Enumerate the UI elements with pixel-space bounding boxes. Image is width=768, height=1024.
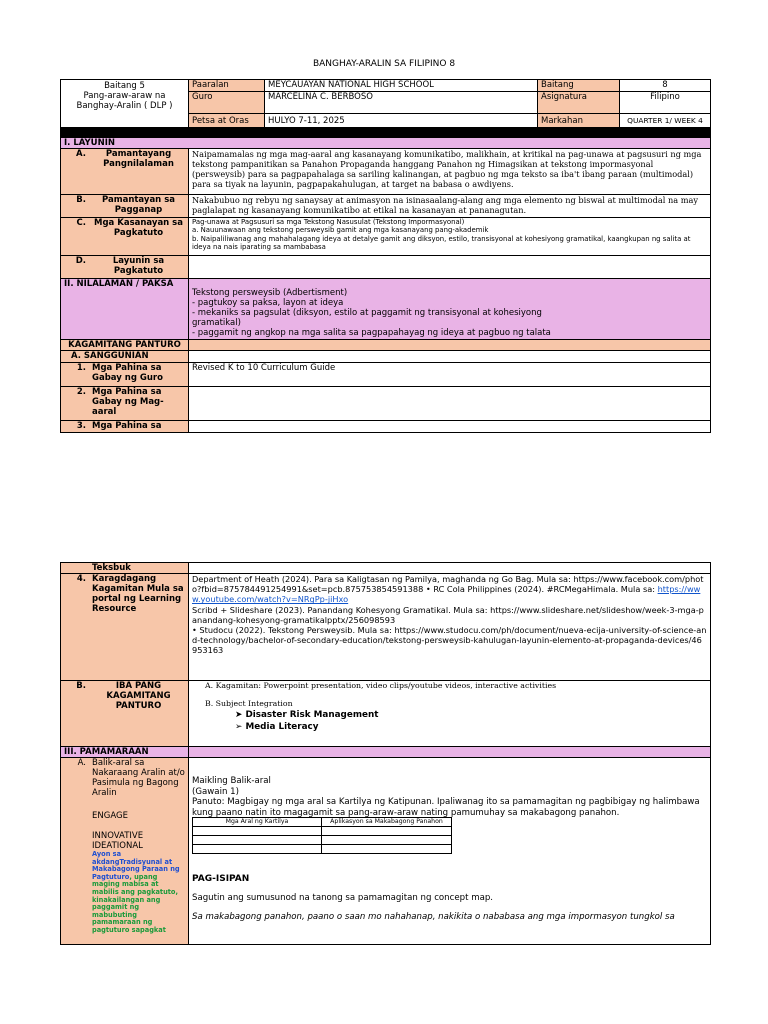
item4-ref-c: • Studocu (2022). Tekstong Persweysib. Mula sa: https://www.studocu.com/ph/document/nueva-ecija-university-of-science-and-technology/bachelor-of-secondary-education/tekstong-persweysib-kahulugan-layunin-elemento-at-propaganda-devices/46953163 <box>192 625 707 656</box>
kartilya-cell[interactable] <box>193 836 322 845</box>
sanggunian-heading: A. SANGGUNIAN <box>61 351 189 363</box>
layunin-c-label <box>61 218 189 256</box>
black-divider <box>61 128 711 138</box>
iba-pang-a: A. Kagamitan: Powerpoint presentation, video clips/youtube videos, interactive activities <box>205 681 557 690</box>
item3-value <box>189 421 711 433</box>
item4-num: 4. <box>76 574 86 584</box>
item1-title: Mga Pahina sa Gabay ng Guro <box>92 363 163 383</box>
item2-title: Mga Pahina sa Gabay ng Mag-aaral <box>92 387 164 417</box>
lesson-plan-table-1 <box>60 79 711 433</box>
arrow-bullet-icon: ➤ <box>235 710 246 720</box>
engage-label: ENGAGE <box>92 811 128 821</box>
nilalaman-heading: II. NILALAMAN / PAKSA <box>61 279 189 340</box>
item2-label <box>61 387 189 421</box>
paaralan-value: MEYCAUAYAN NATIONAL HIGH SCHOOL <box>265 80 538 92</box>
item3-title: Mga Pahina sa <box>92 421 162 431</box>
nilalaman-line-2: - mekaniks sa pagsulat (diksyon, estilo at paggamit ng transisyonal at kohesiyong gramatikal) <box>192 308 542 328</box>
item3-cont-title: Teksbuk <box>92 563 131 573</box>
c-line-1: a. Nauunawaan ang tekstong persweysib gamit ang mga kasanayang pang-akademik <box>192 226 489 235</box>
grade-label: Baitang 5 <box>104 81 145 91</box>
asignatura-label: Asignatura <box>538 92 620 114</box>
layunin-b-label <box>61 195 189 218</box>
dlp-label-1: Pang-araw-araw na <box>83 91 166 101</box>
layunin-b-title: Pamantayan sa Pagganap <box>101 195 175 215</box>
item3-label <box>61 421 189 433</box>
kartilya-cell[interactable] <box>322 836 452 845</box>
gawain-label: (Gawain 1) <box>192 786 239 797</box>
petsa-value: HULYO 7-11, 2025 <box>265 114 538 128</box>
item4-value <box>189 574 711 681</box>
layunin-c-text <box>189 218 711 256</box>
youtube-link[interactable]: https://www.youtube.com/watch?v=NRgPp-jiHxo <box>192 584 701 605</box>
asignatura-value: Filipino <box>620 92 711 114</box>
layunin-b-text: Nakabubuo ng rebyu ng sanaysay at animasyon na isinasaalang-alang ang mga elemento ng biswal at multimodal na may paglalapat ng kasanayang komunikatibo at etikal na kasanayan at pananagutan. <box>189 195 711 218</box>
layunin-a-title: Pamantayang Pangnilalaman <box>103 149 174 169</box>
nilalaman-line-1: - pagtukoy sa paksa, layon at ideya <box>192 298 344 308</box>
pamamaraan-heading: III. PAMAMARAAN <box>61 747 189 758</box>
kartilya-col-aral: Mga Aral ng Kartilya <box>193 818 322 827</box>
maikling-balik-aral: Maikling Balik-aral <box>192 776 271 786</box>
layunin-d-title: Layunin sa Pagkatuto <box>112 256 165 276</box>
item4-label <box>61 574 189 681</box>
balik-aral-num: A. <box>77 758 86 768</box>
bullet-disaster <box>235 709 707 721</box>
kagamitan-heading: KAGAMITANG PANTURO <box>61 340 189 351</box>
item1-label <box>61 363 189 387</box>
dlp-label-2: Banghay-Aralin ( DLP ) <box>76 101 173 111</box>
item2-num: 2. <box>76 387 86 397</box>
layunin-b-num: B. <box>76 195 86 205</box>
document-title: BANGHAY-ARALIN SA FILIPINO 8 <box>312 59 456 69</box>
nilalaman-line-3: - paggamit ng angkop na mga salita sa pagpapahayag ng ideya at pagbuo ng talata <box>192 328 551 338</box>
layunin-c-num: C. <box>76 218 86 228</box>
paaralan-label: Paaralan <box>189 80 265 92</box>
iba-pang-value <box>189 681 711 747</box>
iba-pang-label <box>61 681 189 747</box>
balik-aral-content <box>189 758 711 945</box>
item4-ref-b: Scribd + Slideshare (2023). Panandang Kohesyong Gramatikal. Mula sa: https://www.slideshare.net/slideshow/week-3-mga-panandang-kohesyong-gramatikalpptx/256098593 <box>192 604 704 625</box>
kartilya-cell[interactable] <box>322 827 452 836</box>
balik-aral-label <box>61 758 189 945</box>
petsa-label: Petsa at Oras <box>189 114 265 128</box>
iba-pang-title: IBA PANG KAGAMITANG PANTURO <box>106 681 171 711</box>
item4-ref-a: Department of Heath (2024). Para sa Kaligtasan ng Pamilya, maghanda ng Go Bag. Mula sa: https://www.facebook.com/photo?fbid=875784491254991&set=pcb.875753854591388 • RC Cola Philippines (2024). #RCMegaHimala. Mula sa: <box>192 574 704 595</box>
header-left-cell <box>61 80 189 128</box>
iba-pang-b: B. Subject Integration <box>205 699 293 708</box>
layunin-d-text <box>189 256 711 279</box>
markahan-value: QUARTER 1/ WEEK 4 <box>620 114 711 128</box>
arrow-bullet-icon: ➢ <box>235 722 246 732</box>
bullet-disaster-text: Disaster Risk Management <box>245 710 379 720</box>
bullet-media <box>235 721 707 733</box>
nilalaman-text <box>189 279 711 340</box>
nilalaman-line-0: Tekstong persweysib (Adbertisment) <box>192 288 348 298</box>
item1-value: Revised K to 10 Curriculum Guide <box>189 363 711 387</box>
iba-pang-num: B. <box>76 681 86 691</box>
item4-title: Karagdagang Kagamitan Mula sa portal ng Learning Resource <box>92 574 184 614</box>
layunin-d-num: D. <box>75 256 86 266</box>
baitang-value: 8 <box>620 80 711 92</box>
kagamitan-heading-fill <box>189 340 711 351</box>
panuto-text: Panuto: Magbigay ng mga aral sa Kartilya ng Katipunan. Ipaliwanag ito sa pamamagitan ng pagbibigay ng halimbawa kung paano natin ito magagamit sa pang-araw-araw nating pamumuhay sa makabagong panahon. <box>192 797 700 818</box>
layunin-heading: I. LAYUNIN <box>61 138 711 149</box>
green-note <box>64 851 181 935</box>
layunin-d-label <box>61 256 189 279</box>
item3-num: 3. <box>76 421 86 431</box>
layunin-c-title: Mga Kasanayan sa Pagkatuto <box>94 218 183 238</box>
layunin-a-num: A. <box>76 149 86 159</box>
layunin-a-text: Naipamamalas ng mga mag-aaral ang kasanayang komunikatibo, malikhain, at kritikal na pag-unawa at pagsusuri ng mga tekstong pampanitikan sa Panahon Propaganda hanggang Panahon ng Himagsikan at tekstong impormasyonal (persweysib) para sa pagpapahalaga sa sariling kalinangan, at pagbuo ng mga teksto sa iba't ibang paraan (multimodal) para sa tiyak na layunin, pagpapakahulugan, at target na babasa o awdiyens. <box>189 149 711 195</box>
item2-value <box>189 387 711 421</box>
markahan-label: Markahan <box>538 114 620 128</box>
balik-aral-title: Balik-aral sa Nakaraang Aralin at/o Pasimula ng Bagong Aralin <box>92 758 185 798</box>
layunin-a-label <box>61 149 189 195</box>
sagutin-text: Sagutin ang sumusunod na tanong sa pamamagitan ng concept map. <box>192 893 494 903</box>
kartilya-cell[interactable] <box>193 827 322 836</box>
pamamaraan-heading-fill <box>189 747 711 758</box>
green-note-b: , upang maging mabisa at mabilis ang pagkatuto, kinakailangan ang paggamit ng mabubuting pamamaraan ng pagtuturo sapagkat <box>92 872 178 934</box>
innovative-label: INNOVATIVE IDEATIONAL <box>92 831 144 851</box>
bullet-media-text: Media Literacy <box>245 722 319 732</box>
lesson-plan-table-2 <box>60 562 711 945</box>
green-note-a: Ayon sa akdangTradisyunal at Makabagong Paraan ng Pagtuturo <box>92 850 180 881</box>
guro-label: Guro <box>189 92 265 114</box>
kartilya-table <box>192 817 452 854</box>
sanggunian-fill <box>189 351 711 363</box>
pag-isipan-heading: PAG-ISIPAN <box>192 874 250 884</box>
kartilya-cell[interactable] <box>193 845 322 854</box>
kartilya-cell[interactable] <box>322 845 452 854</box>
c-line-2: b. Naipaliliwanag ang mahahalagang ideya at detalye gamit ang diksyon, estilo, transisyonal at kohesiyong gramatikal, kaangkupan ng salita at ideya na nais iparating sa mambabasa <box>192 234 691 251</box>
baitang-label: Baitang <box>538 80 620 92</box>
guro-value: MARCELINA C. BERBOSO <box>265 92 538 114</box>
c-line-0: Pag-unawa at Pagsusuri sa mga Tekstong Nasusulat (Tekstong Impormasyonal) <box>192 218 465 226</box>
item3-cont-value <box>189 563 711 574</box>
kartilya-col-aplikasyon: Aplikasyon sa Makabagong Panahon <box>322 818 452 827</box>
tanong-text: Sa makabagong panahon, paano o saan mo nahahanap, nakikita o nababasa ang mga impormasyon tungkol sa <box>192 912 675 922</box>
item1-num: 1. <box>76 363 86 373</box>
item3-cont-label <box>61 563 189 574</box>
